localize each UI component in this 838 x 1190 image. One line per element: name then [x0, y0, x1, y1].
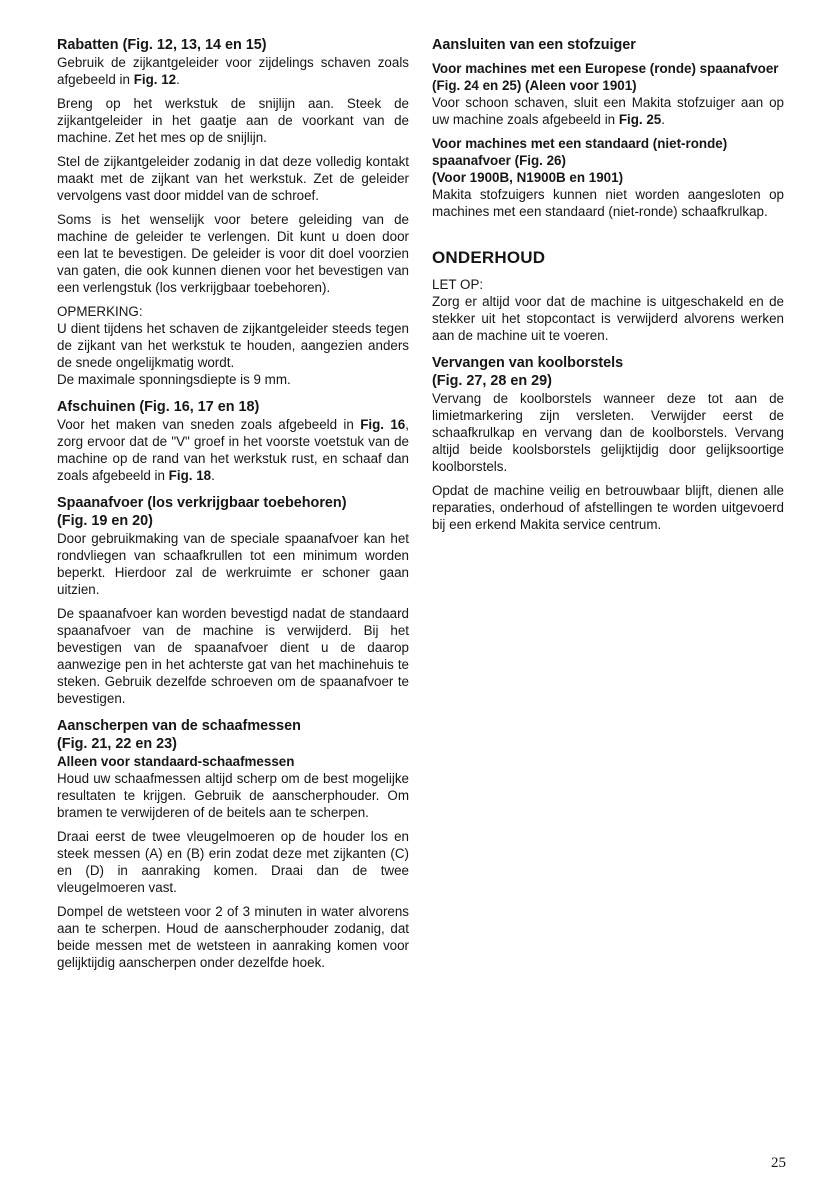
- caution-label: LET OP:: [432, 277, 484, 292]
- fig-reference: Fig. 25: [618, 112, 662, 127]
- paragraph: [432, 94, 784, 128]
- section-afschuinen: [57, 398, 409, 484]
- paragraph: Dompel de wetsteen voor 2 of 3 minuten in water alvorens aan te scherpen. Houd de aanscherphouder zodanig, dat beide messen met de wetsteen in aanraking komen voor gelijktijdig aanscherpen onder dezelfde hoek.: [57, 904, 409, 970]
- section-aanscherpen: [57, 717, 409, 971]
- heading-spaanafvoer-figs: (Fig. 19 en 20): [57, 513, 153, 529]
- paragraph: [57, 54, 409, 88]
- section-onderhoud: [432, 248, 784, 344]
- paragraph: Soms is het wenselijk voor betere geleiding van de machine de geleider te verlengen. Dit kunt u doen door een lat te bevestigen. De geleider is voor dit doel voorzien van gaten, die ook kunnen dienen voor het bevestigen van een verlengstuk (los verkrijgbaar toebehoren).: [57, 212, 409, 295]
- paragraph: Breng op het werkstuk de snijlijn aan. Steek de zijkantgeleider in het gaatje aan de voorkant van de machine. Zet het mes op de snijlijn.: [57, 96, 409, 145]
- heading-koolborstels: Vervangen van koolborstels: [432, 355, 624, 371]
- subheading-europese-spaanafvoer: Voor machines met een Europese (ronde) spaanafvoer (Fig. 24 en 25) (Aleen voor 1901): [432, 61, 779, 93]
- heading-stofzuiger: Aansluiten van een stofzuiger: [432, 37, 636, 53]
- text: , zorg ervoor dat de "V" groef in het voorste voetstuk van de machine op de rand van het werkstuk rust, en schaaf dan zoals afgebeeld in: [57, 417, 409, 483]
- section-stofzuiger: [432, 36, 784, 220]
- paragraph: Vervang de koolborstels wanneer deze tot aan de limietmarkering zijn versleten. Verwijder eerst de schaafkrulkap en vervang dan de koolborstels. Vervang altijd beide koolsborstels gelijktijdig door gelijksoortige koolborstels.: [432, 391, 784, 474]
- text: .: [176, 72, 180, 87]
- section-rabatten: [57, 36, 409, 388]
- subheading-standaard-spaanafvoer: Voor machines met een standaard (niet-ronde) spaanafvoer (Fig. 26): [432, 136, 728, 168]
- note-label: OPMERKING:: [57, 304, 143, 319]
- note-depth: De maximale sponningsdiepte is 9 mm.: [57, 372, 291, 387]
- heading-aanscherpen-figs: (Fig. 21, 22 en 23): [57, 736, 177, 752]
- fig-reference: Fig. 16: [360, 417, 406, 432]
- paragraph: Houd uw schaafmessen altijd scherp om de best mogelijke resultaten te krijgen. Gebruik de aanscherphouder. Om bramen te verwijderen of de beitels aan te scherpen.: [57, 771, 409, 820]
- paragraph: Door gebruikmaking van de speciale spaanafvoer kan het rondvliegen van schaafkrullen tot een minimum worden beperkt. Hierdoor zal de werkruimte er schoner gaan uitzien.: [57, 531, 409, 597]
- subheading-standaard-schaafmessen: Alleen voor standaard-schaafmessen: [57, 754, 295, 769]
- paragraph: De spaanafvoer kan worden bevestigd nadat de standaard spaanafvoer van de machine is verwijderd. Bij het bevestigen van de spaanafvoer dient u de daarop aanwezige pen in het achterste gat van het machinehuis te steken. Gebruik dezelfde schroeven om de spaanafvoer te bevestigen.: [57, 606, 409, 706]
- paragraph: Opdat de machine veilig en betrouwbaar blijft, dienen alle reparaties, onderhoud of afstellingen te worden uitgevoerd bij een erkend Makita service centrum.: [432, 483, 784, 532]
- text: .: [211, 468, 215, 483]
- section-spaanafvoer: [57, 494, 409, 707]
- section-koolborstels: [432, 354, 784, 533]
- heading-afschuinen: Afschuinen (Fig. 16, 17 en 18): [57, 399, 260, 415]
- heading-spaanafvoer: Spaanafvoer (los verkrijgbaar toebehoren): [57, 495, 347, 511]
- text: .: [661, 112, 665, 127]
- page-number: 25: [771, 1155, 786, 1171]
- heading-koolborstels-figs: (Fig. 27, 28 en 29): [432, 373, 552, 389]
- heading-aanscherpen: Aanscherpen van de schaafmessen: [57, 718, 301, 734]
- paragraph: Zorg er altijd voor dat de machine is uitgeschakeld en de stekker uit het stopcontact is verwijderd alvorens werken aan de machine uit te voeren.: [432, 294, 784, 343]
- text: Voor het maken van sneden zoals afgebeeld in: [57, 417, 361, 432]
- fig-reference: Fig. 12: [133, 72, 177, 87]
- note-text: U dient tijdens het schaven de zijkantgeleider steeds tegen de zijkant van het werkstuk te houden, aangezien anders de snede ongelijkmatig wordt.: [57, 321, 409, 370]
- text: Gebruik de zijkantgeleider voor zijdelings schaven zoals afgebeeld in: [57, 55, 409, 87]
- paragraph: Draai eerst de twee vleugelmoeren op de houder los en steek messen (A) en (B) erin zodat deze met zijkanten (C) en (D) in aanraking komen. Draai dan de twee vleugelmoeren vast.: [57, 829, 409, 895]
- paragraph: Stel de zijkantgeleider zodanig in dat deze volledig kontakt maakt met de zijkant van het werkstuk. Zet de geleider vervolgens vast door middel van de schroef.: [57, 154, 409, 203]
- spacer: [432, 230, 784, 248]
- paragraph: [57, 416, 409, 484]
- heading-onderhoud: ONDERHOUD: [432, 248, 546, 267]
- text: Voor schoon schaven, sluit een Makita stofzuiger aan op uw machine zoals afgebeeld in: [432, 95, 784, 127]
- heading-rabatten: Rabatten (Fig. 12, 13, 14 en 15): [57, 37, 267, 53]
- paragraph: Makita stofzuigers kunnen niet worden aangesloten op machines met een standaard (niet-ronde) schaafkrulkap.: [432, 187, 784, 219]
- fig-reference: Fig. 18: [168, 468, 212, 483]
- right-column: [432, 36, 784, 543]
- subheading-models: (Voor 1900B, N1900B en 1901): [432, 170, 624, 185]
- left-column: [57, 36, 409, 981]
